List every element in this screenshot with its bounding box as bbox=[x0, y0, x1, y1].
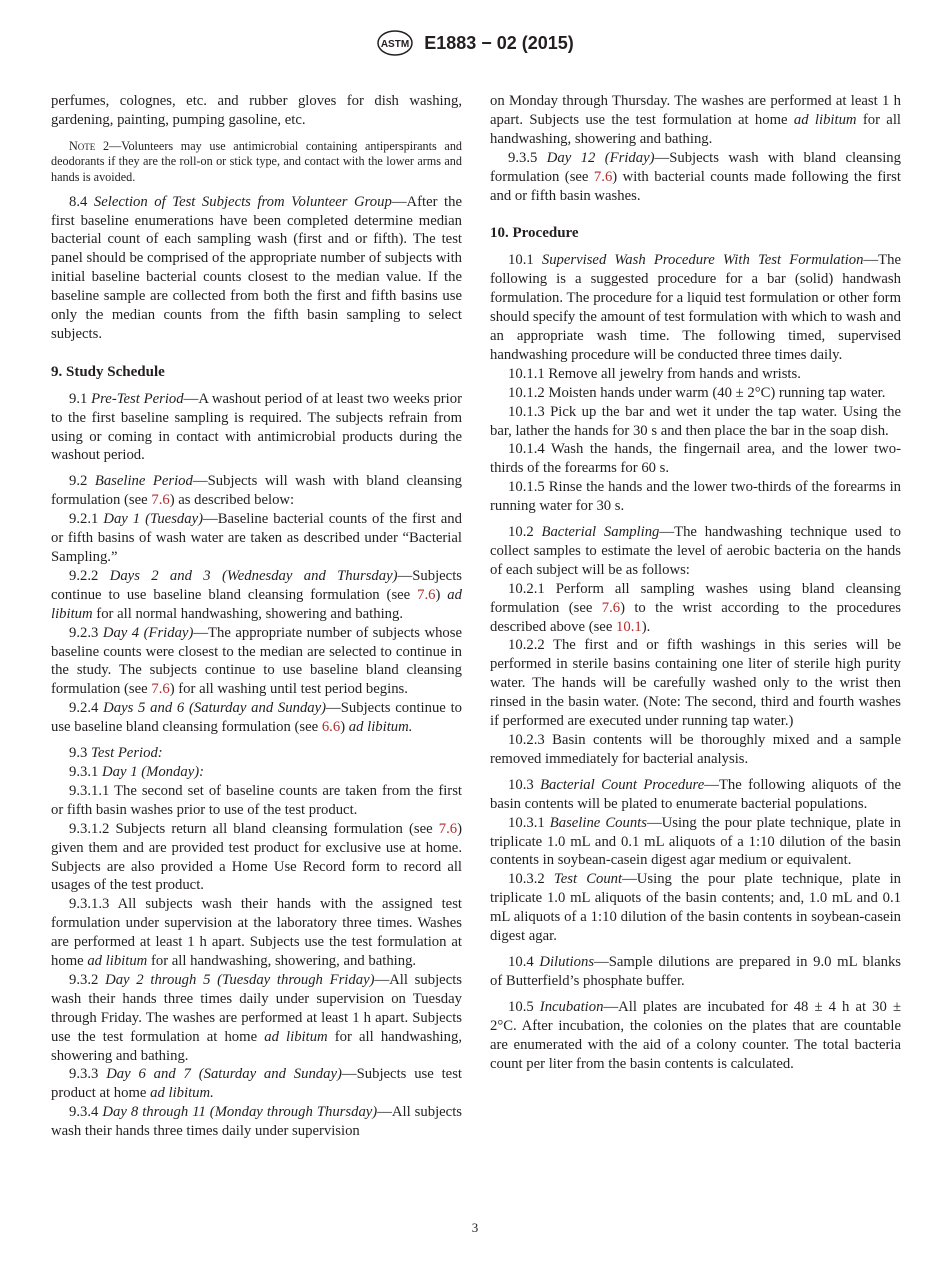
text: 9.3.1.3 All subjects wash their hands with the assigned test formulation under supervision at the laboratory three times. Washes are performed at least 1 h apart. Subjects use the test formulation at home bbox=[51, 896, 462, 970]
text: 10.3.2 bbox=[508, 871, 554, 888]
text: 10.1.2 Moisten hands under warm (40 ± 2°C) running tap water. bbox=[508, 384, 886, 401]
text: —Subjects continue to use baseline bland cleansing formulation (see bbox=[51, 700, 462, 736]
text: 10.2.2 The first and or fifth washings in this series will be performed in sterile basins containing one liter of sterile high purity water. The hands will be carefully washed only to the wrist then rinsed in the basin water. (Note: The second, third and fourth washes if performed are executed under running tap water.) bbox=[490, 637, 901, 730]
italic-text: Days 2 and 3 (Wednesday and Thursday) bbox=[109, 567, 398, 584]
text: ) to the wrist according to the procedures described above (see bbox=[490, 599, 901, 635]
paragraph bbox=[51, 744, 462, 763]
paragraph bbox=[51, 193, 462, 344]
paragraph bbox=[490, 731, 901, 769]
italic-text: Days 5 and 6 (Saturday and Sunday) bbox=[103, 700, 327, 717]
italic-text: Bacterial Count Procedure bbox=[540, 776, 705, 793]
italic-text: Baseline Period bbox=[94, 473, 193, 490]
text: 9.3 bbox=[69, 745, 92, 762]
paragraph bbox=[490, 636, 901, 731]
text: for all normal handwashing, showering and bathing. bbox=[92, 605, 404, 622]
paragraph bbox=[490, 251, 901, 364]
paragraph bbox=[490, 149, 901, 206]
paragraph bbox=[490, 92, 901, 149]
text: 10.4 bbox=[508, 953, 540, 970]
italic-text: Day 12 (Friday) bbox=[546, 149, 655, 166]
paragraph bbox=[51, 624, 462, 700]
text: 9.2.3 bbox=[69, 624, 103, 641]
paragraph bbox=[490, 870, 901, 946]
text: 9.2.1 bbox=[69, 511, 104, 528]
text: —All subjects wash their hands three times daily under supervision on Tuesday through Friday. The washes are performed at least 1 h apart. Subjects use the test formulation at home bbox=[51, 971, 463, 1045]
text: ) for all washing until test period begins. bbox=[169, 681, 408, 698]
section-heading: 10. Procedure bbox=[490, 225, 579, 242]
paragraph bbox=[490, 478, 901, 516]
text: ). bbox=[641, 618, 651, 635]
text: 9.1 bbox=[69, 390, 92, 407]
paragraph bbox=[51, 472, 462, 510]
text: —Subjects will wash with bland cleansing formulation (see bbox=[51, 473, 462, 509]
text: 10.1.5 Rinse the hands and the lower two-thirds of the forearms in running water for 30 s. bbox=[490, 479, 901, 515]
paragraph bbox=[490, 440, 901, 478]
paragraph bbox=[490, 384, 901, 403]
paragraph bbox=[51, 763, 462, 782]
text: 9.3.4 bbox=[69, 1104, 103, 1121]
text: 10.1.1 Remove all jewelry from hands and wrists. bbox=[508, 365, 801, 382]
paragraph bbox=[51, 820, 462, 896]
note-paragraph bbox=[51, 139, 462, 186]
text: 10.2.3 Basin contents will be thoroughly mixed and a sample removed immediately for bacterial analysis. bbox=[490, 732, 901, 767]
italic-text: ad libitum bbox=[264, 1028, 328, 1045]
italic-text: ad libitum. bbox=[348, 719, 413, 736]
cross-reference-link[interactable]: 7.6 bbox=[151, 681, 170, 698]
text: —The appropriate number of subjects whose baseline counts were closest to the median are selected to continue in the study. The subjects continue to use baseline bland cleansing formulation (see bbox=[51, 624, 462, 698]
paragraph bbox=[490, 814, 901, 871]
text: —All plates are incubated for 48 ± 4 h at 30 ± 2°C. After incubation, the colonies on the plates that are countable are enumerated with the aid of a colony counter. The total bacteria count per liter from the basin contents is calculated. bbox=[490, 998, 902, 1072]
paragraph bbox=[490, 365, 901, 384]
text: 10.3 bbox=[508, 776, 541, 793]
italic-text: ad libitum bbox=[793, 111, 857, 128]
page-number: 3 bbox=[471, 1220, 479, 1235]
left-column bbox=[51, 92, 462, 1141]
paragraph bbox=[51, 92, 462, 130]
text: for all handwashing, showering, and bathing. bbox=[147, 953, 417, 970]
italic-text: Selection of Test Subjects from Volunteer Group bbox=[93, 193, 392, 210]
text: —The following is a suggested procedure for a bar (solid) handwash formulation. The procedure for a liquid test formulation or other form should specify the amount of test formulation with which to wash and an appropriate wash time. The following timed, supervised handwashing procedure will be conducted three times daily. bbox=[490, 252, 902, 363]
paragraph bbox=[490, 523, 901, 580]
paragraph bbox=[51, 1103, 462, 1141]
astm-logo-icon bbox=[376, 30, 414, 56]
text: 10.3.1 bbox=[508, 814, 550, 831]
text: 9.2.2 bbox=[69, 567, 110, 584]
cross-reference-link[interactable]: 7.6 bbox=[601, 599, 621, 616]
italic-text: Test Period: bbox=[91, 745, 163, 762]
text: —Subjects wash with bland cleansing formulation (see bbox=[490, 149, 901, 185]
text: —Using the pour plate technique, plate in triplicate 1.0 mL aliquots of the basin contents; and, 1.0 mL and 0.1 mL aliquots of a 1:10 dilution of the basin contents in soybean-casein digest agar. bbox=[490, 871, 902, 945]
italic-text: Day 6 and 7 (Saturday and Sunday) bbox=[106, 1066, 342, 1083]
italic-text: Baseline Counts bbox=[549, 814, 647, 831]
right-column bbox=[490, 92, 901, 1073]
text: for all handwashing, showering and bathing. bbox=[490, 111, 901, 147]
italic-text: Day 1 (Monday): bbox=[102, 763, 205, 780]
text: 8.4 bbox=[69, 193, 94, 210]
text: ) bbox=[435, 586, 448, 603]
paragraph bbox=[490, 953, 901, 991]
italic-text: Day 1 (Tuesday) bbox=[103, 511, 204, 528]
italic-text: ad libitum bbox=[87, 953, 148, 970]
paragraph bbox=[490, 998, 901, 1074]
text: —Sample dilutions are prepared in 9.0 mL blanks of Butterfield’s phosphate buffer. bbox=[490, 953, 902, 989]
text: 10.1.3 Pick up the bar and wet it under the tap water. Using the bar, lather the hands for 30 s and then place the bar in the soap dish. bbox=[490, 403, 901, 439]
paragraph bbox=[51, 895, 462, 971]
text: —After the first baseline enumerations have been completed determine median bacterial count of each sampling wash (first and or fifth). The test panel should be comprised of the appropriate number of subjects with initial baseline bacterial counts closest to the median value. If the baseline sample are collected from both the first and fifth basins use only the median counts from the fifth basin sampling to select subjects. bbox=[51, 193, 462, 342]
text: —All subjects wash their hands three times daily under supervision bbox=[51, 1104, 463, 1140]
text: —Baseline bacterial counts of the first and or fifth basins of wash water are taken as described under “Bacterial Sampling.” bbox=[51, 511, 462, 565]
text: 9.2 bbox=[69, 473, 95, 490]
paragraph bbox=[490, 580, 901, 637]
svg-text:ASTM: ASTM bbox=[381, 39, 410, 50]
text: ) with bacterial counts made following the first and or fifth basin washes. bbox=[490, 168, 901, 204]
text: ) given them and are provided test product for exclusive use at home. Subjects are also provided a Home Use Record form to record all usages of the test product. bbox=[51, 820, 462, 894]
italic-text: Incubation bbox=[539, 998, 604, 1015]
text: 9.2.4 bbox=[69, 700, 104, 717]
text: —The following aliquots of the basin contents will be plated to enumerate bacterial populations. bbox=[490, 776, 902, 812]
text: 9.3.1 bbox=[69, 763, 103, 780]
text: —The handwashing technique used to collect samples to estimate the level of aerobic bacteria on the hands of each subject will be as follows: bbox=[490, 524, 901, 578]
cross-reference-link[interactable]: 7.6 bbox=[593, 168, 613, 185]
italic-text: Pre-Test Period bbox=[91, 390, 184, 407]
text: ) bbox=[340, 719, 349, 736]
cross-reference-link[interactable]: 6.6 bbox=[321, 719, 341, 736]
text: 9.3.5 bbox=[508, 149, 547, 166]
italic-text: Dilutions bbox=[539, 953, 595, 970]
cross-reference-link[interactable]: 7.6 bbox=[151, 492, 170, 509]
cross-reference-link[interactable]: 10.1 bbox=[616, 618, 642, 635]
text: 10.2 bbox=[508, 524, 542, 541]
italic-text: Bacterial Sampling bbox=[541, 524, 660, 541]
italic-text: Day 2 through 5 (Tuesday through Friday) bbox=[105, 971, 375, 988]
paragraph bbox=[51, 1065, 462, 1103]
text: 9.3.1.1 The second set of baseline counts are taken from the first or fifth basin washes prior to use of the test product. bbox=[51, 782, 462, 818]
text: —A washout period of at least two weeks prior to the first baseline sampling is required. The subjects refrain from using or coming in contact with antimicrobial products during the washout period. bbox=[51, 390, 462, 464]
italic-text: ad libitum. bbox=[150, 1085, 214, 1102]
text: —Using the pour plate technique, plate in triplicate 1.0 mL and 0.1 mL aliquots of a 1:10 dilution of the basin contents in soybean-casein digest agar medium or equivalent. bbox=[490, 814, 902, 869]
cross-reference-link[interactable]: 7.6 bbox=[438, 820, 458, 837]
paragraph bbox=[51, 510, 462, 567]
paragraph bbox=[51, 782, 462, 820]
italic-text: ad libitum bbox=[51, 586, 462, 622]
text: 10.5 bbox=[508, 998, 540, 1015]
text: —Volunteers may use antimicrobial containing antiperspirants and deodorants if they are the roll-on or stick type, and contact with the lower arms and hands is avoided. bbox=[51, 138, 463, 184]
text: 10.2.1 Perform all sampling washes using bland cleansing formulation (see bbox=[490, 580, 901, 616]
text: 10.1.4 Wash the hands, the fingernail area, and the lower two-thirds of the forearms for 60 s. bbox=[490, 441, 901, 477]
text: perfumes, colognes, etc. and rubber gloves for dish washing, gardening, painting, pumping gasoline, etc. bbox=[51, 93, 462, 128]
section-heading: 9. Study Schedule bbox=[51, 363, 165, 380]
paragraph bbox=[490, 403, 901, 441]
paragraph bbox=[51, 971, 462, 1066]
document-title: E1883 − 02 (2015) bbox=[424, 32, 574, 53]
italic-text: Test Count bbox=[553, 871, 623, 888]
paragraph bbox=[490, 776, 901, 814]
italic-text: Day 4 (Friday) bbox=[102, 624, 194, 641]
paragraph bbox=[51, 699, 462, 737]
italic-text: Supervised Wash Procedure With Test Formulation bbox=[541, 252, 864, 269]
text: —Subjects continue to use baseline bland cleansing formulation (see bbox=[51, 567, 462, 603]
text: for all handwashing, showering and bathing. bbox=[51, 1028, 462, 1064]
page-header bbox=[0, 30, 950, 56]
text: 9.3.2 bbox=[69, 971, 106, 988]
italic-text: Day 8 through 11 (Monday through Thursday) bbox=[102, 1104, 378, 1121]
text: 9.3.3 bbox=[69, 1066, 107, 1083]
text: on Monday through Thursday. The washes are performed at least 1 h apart. Subjects use the test formulation at home bbox=[490, 93, 901, 128]
note-label: Note 2 bbox=[69, 138, 110, 153]
paragraph bbox=[51, 567, 462, 624]
paragraph bbox=[51, 390, 462, 466]
text: 9.3.1.2 Subjects return all bland cleansing formulation (see bbox=[69, 820, 439, 837]
text: 10.1 bbox=[508, 252, 542, 269]
text: —Subjects use test product at home bbox=[51, 1066, 462, 1102]
cross-reference-link[interactable]: 7.6 bbox=[417, 586, 436, 603]
text: ) as described below: bbox=[169, 492, 295, 509]
